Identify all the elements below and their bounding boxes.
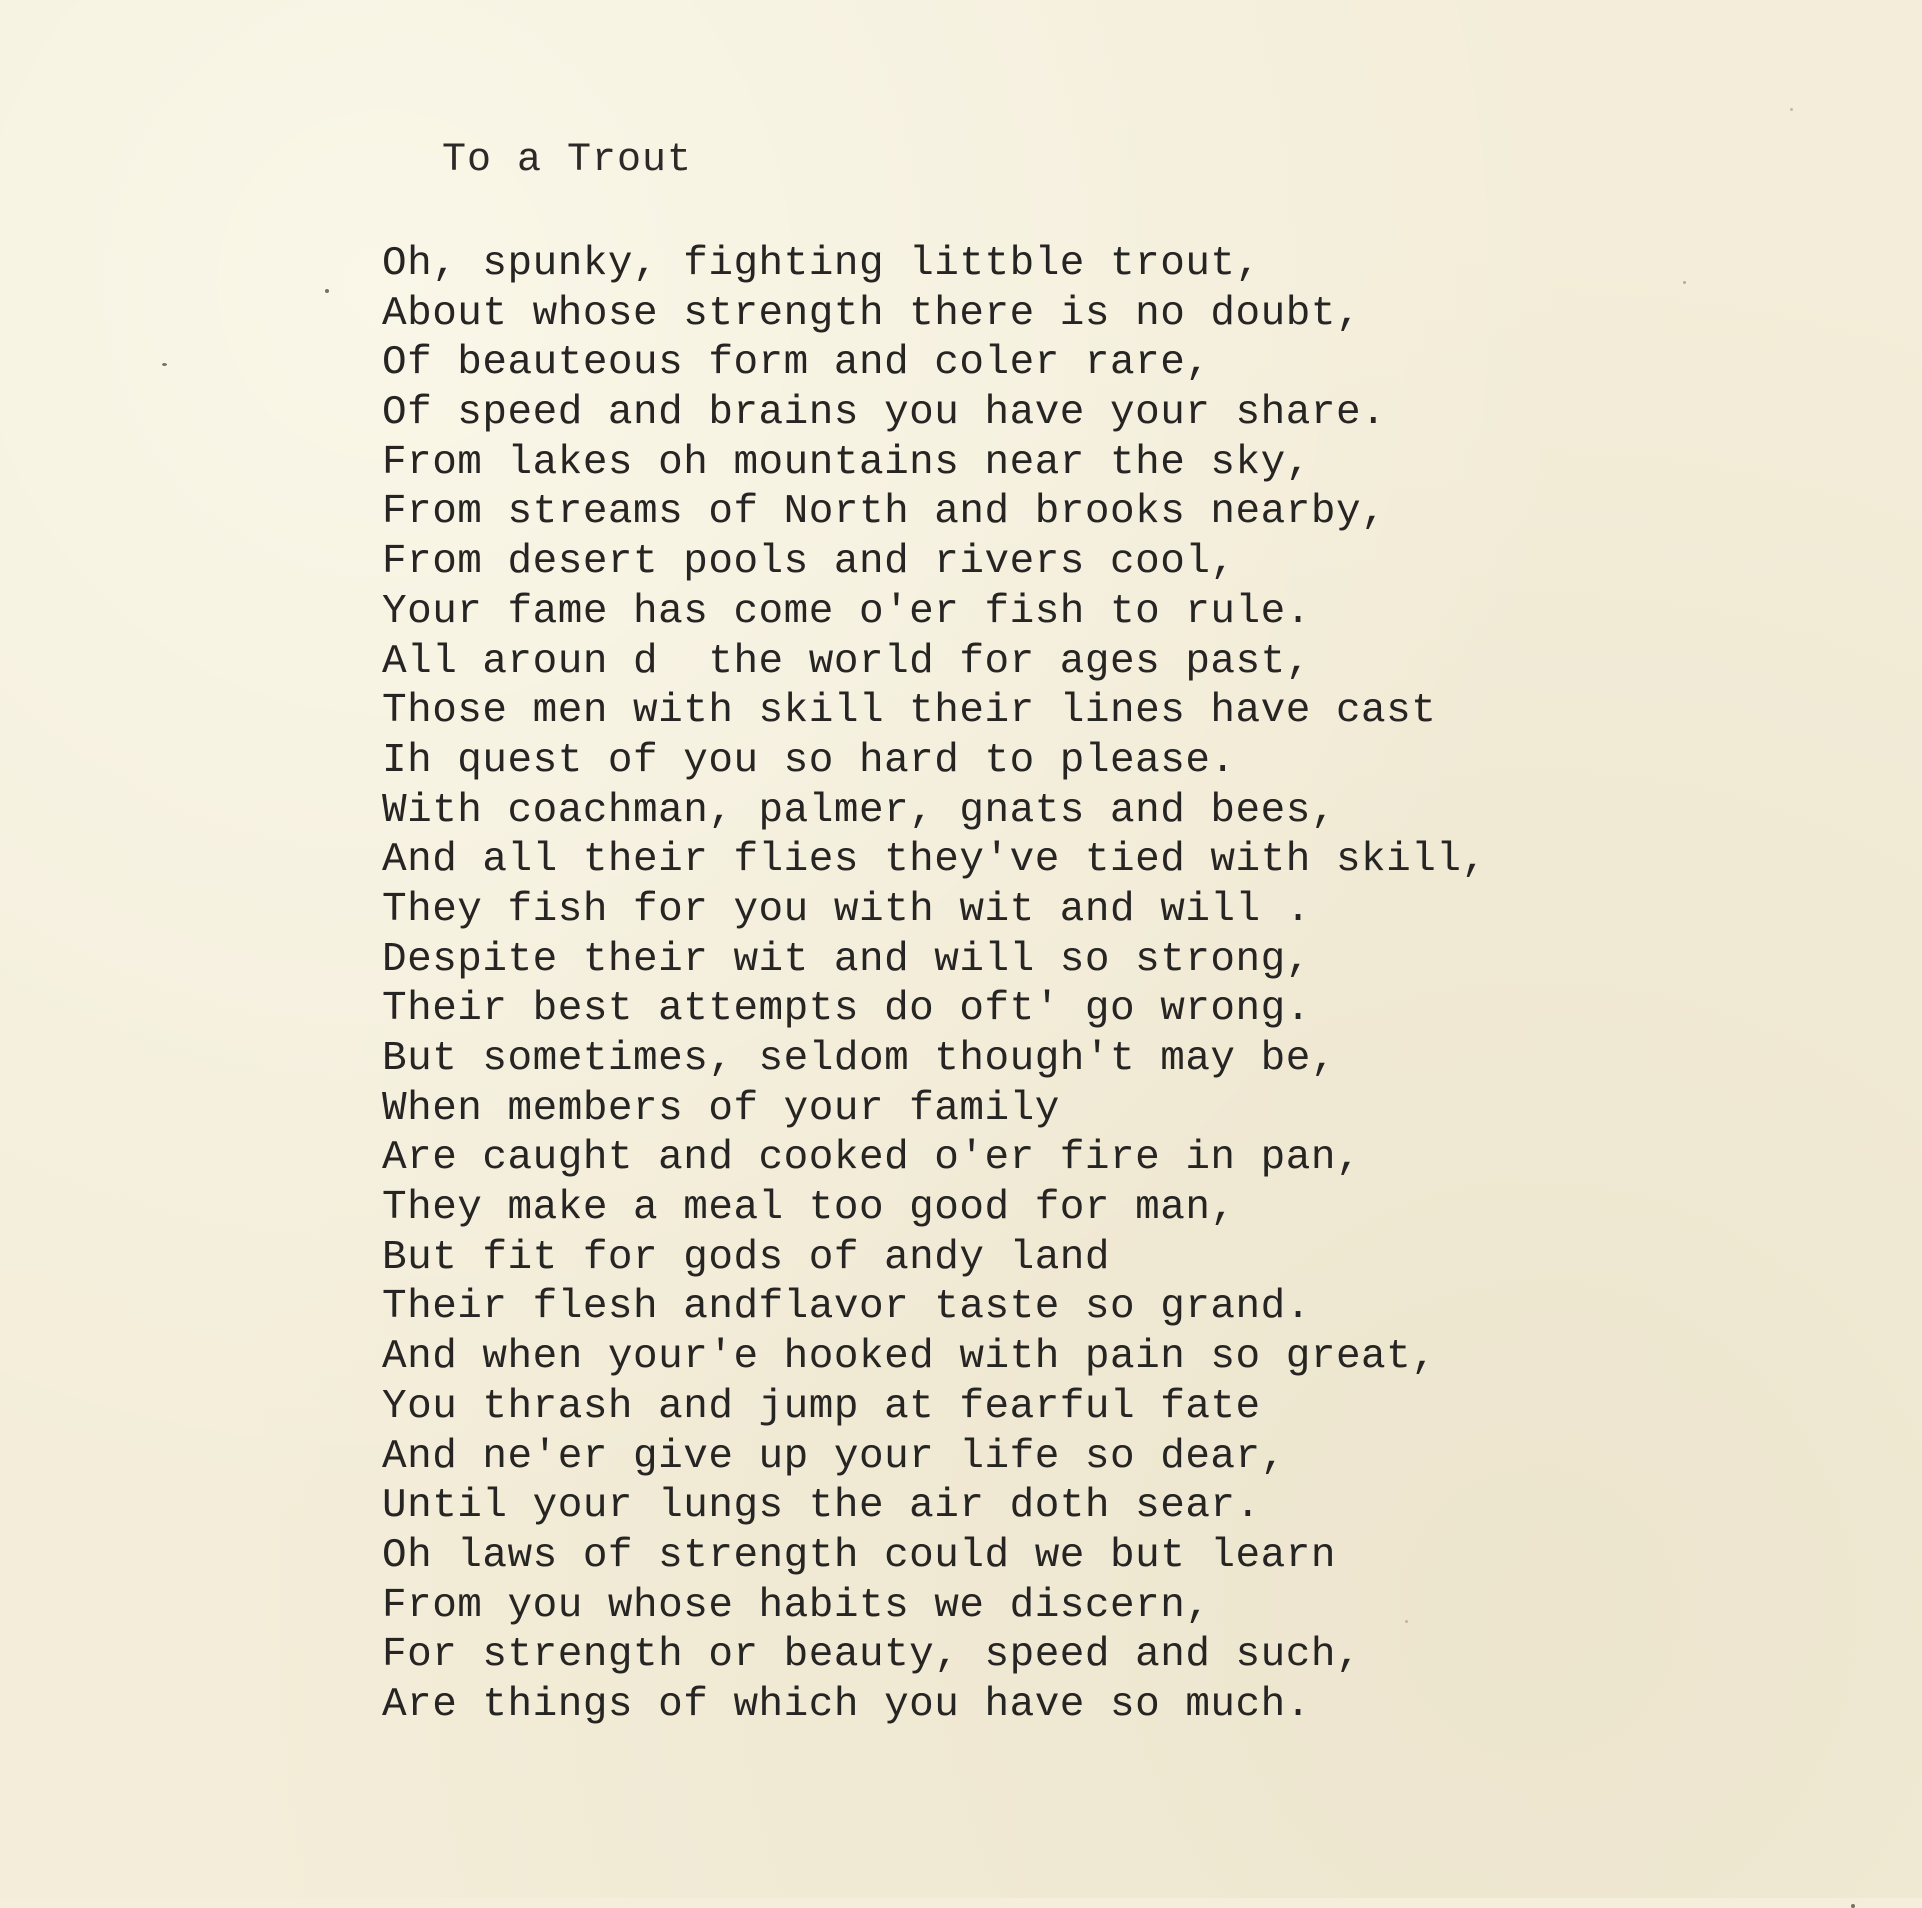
poem-line: They make a meal too good for man, — [382, 1185, 1236, 1232]
poem-line: When members of your family — [382, 1085, 1060, 1132]
poem-line: From desert pools and rivers cool, — [382, 539, 1236, 586]
paper-speck — [162, 363, 167, 366]
poem-line: And all their flies they've tied with skill, — [382, 837, 1487, 884]
poem-line: And ne'er give up your life so dear, — [382, 1433, 1286, 1480]
poem-line: All aroun d the world for ages past, — [382, 638, 1311, 685]
poem-line: But fit for gods of andy land — [382, 1234, 1111, 1281]
poem-line: From you whose habits we discern, — [382, 1582, 1211, 1629]
poem-line: From lakes oh mountains near the sky, — [382, 439, 1311, 486]
poem-line: Despite their wit and will so strong, — [382, 936, 1311, 983]
poem-line: Their flesh andflavor taste so grand. — [382, 1284, 1311, 1331]
poem-line: Ih quest of you so hard to please. — [382, 737, 1236, 784]
poem-line: For strength or beauty, speed and such, — [382, 1632, 1362, 1679]
poem-line: But sometimes, seldom though't may be, — [382, 1036, 1336, 1082]
paper-speck — [1683, 281, 1686, 284]
poem-line: Oh, spunky, fighting littble trout, — [382, 241, 1261, 287]
poem-line: Are things of which you have so much. — [382, 1681, 1311, 1728]
poem-line: Are caught and cooked o'er fire in pan, — [382, 1135, 1362, 1182]
poem-line: Your fame has come o'er fish to rule. — [382, 588, 1311, 635]
poem-body — [382, 240, 1487, 1731]
poem-line: They fish for you with wit and will . — [382, 886, 1311, 933]
poem-line: Their best attempts do oft' go wrong. — [382, 986, 1311, 1033]
poem-line: Of beauteous form and coler rare, — [382, 340, 1211, 387]
poem-line: Until your lungs the air doth sear. — [382, 1483, 1261, 1530]
poem-line: With coachman, palmer, gnats and bees, — [382, 787, 1336, 834]
poem-line: From streams of North and brooks nearby, — [382, 489, 1387, 536]
poem-line: And when your'e hooked with pain so great, — [382, 1334, 1437, 1381]
poem-line: Oh laws of strength could we but learn — [382, 1532, 1336, 1579]
paper-speck — [325, 289, 329, 293]
paper-speck — [1851, 1904, 1855, 1908]
poem-line: Those men with skill their lines have cast — [382, 688, 1437, 735]
poem-line: You thrash and jump at fearful fate — [382, 1383, 1261, 1430]
poem-line: About whose strength there is no doubt, — [382, 290, 1362, 337]
poem-line: Of speed and brains you have your share. — [382, 390, 1387, 437]
paper-speck — [1790, 108, 1793, 111]
poem-title: To a Trout — [442, 138, 693, 183]
